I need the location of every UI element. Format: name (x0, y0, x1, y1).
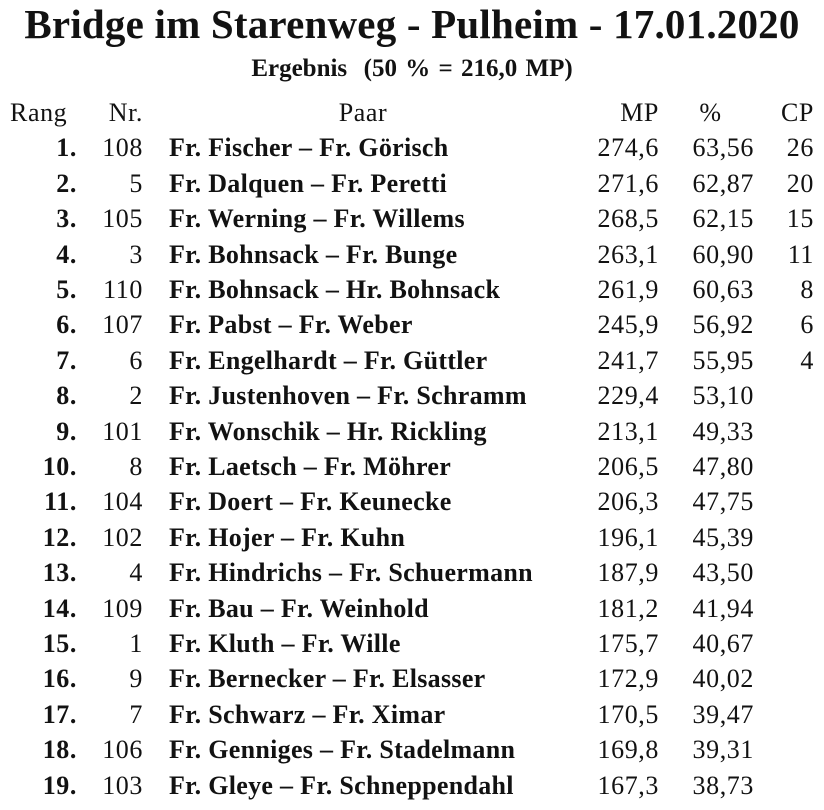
pair-number-cell: 4 (129, 558, 143, 588)
mp-cell: 170,5 (597, 699, 659, 729)
page-title: Bridge im Starenweg - Pulheim - 17.01.2020 (24, 1, 800, 47)
mp-cell: 196,1 (597, 522, 659, 552)
rank-cell: 11. (44, 487, 77, 517)
rank-cell: 6. (56, 310, 77, 340)
mp-cell: 175,7 (597, 629, 659, 658)
table-row (2, 201, 822, 236)
table-row (2, 272, 822, 307)
table-row (2, 626, 822, 661)
pair-names-cell: Fr. Justenhoven – Fr. Schramm (169, 381, 527, 411)
cp-cell (760, 555, 822, 590)
pair-names-cell: Fr. Hindrichs – Fr. Schuermann (169, 558, 533, 588)
percent-cell: 43,50 (692, 558, 754, 588)
mp-cell: 172,9 (597, 664, 659, 694)
cp-cell: 26 (786, 133, 814, 163)
table-row (2, 484, 822, 519)
rank-cell: 8. (56, 381, 77, 411)
rank-cell: 13. (42, 558, 77, 588)
cp-cell (760, 661, 822, 696)
col-header-cp: CP (780, 97, 814, 127)
mp-cell: 167,3 (597, 770, 659, 800)
table-row (2, 697, 822, 732)
table-header-row (2, 95, 822, 130)
table-row (2, 591, 822, 626)
percent-cell: 47,75 (692, 487, 754, 517)
pair-names-cell: Fr. Genniges – Fr. Stadelmann (169, 735, 516, 765)
cp-cell (760, 768, 822, 803)
pair-names-cell: Fr. Bau – Fr. Weinhold (169, 593, 429, 623)
cp-cell (760, 484, 822, 519)
rank-cell: 4. (56, 239, 77, 269)
table-row (2, 414, 822, 449)
percent-cell: 40,02 (692, 664, 754, 694)
cp-cell: 11 (787, 239, 814, 269)
cp-cell: 4 (800, 345, 814, 375)
percent-cell: 41,94 (692, 593, 754, 623)
pair-names-cell: Fr. Schwarz – Fr. Ximar (169, 699, 446, 729)
pair-number-cell: 103 (102, 770, 143, 800)
mp-cell: 241,7 (597, 345, 659, 375)
pair-number-cell: 2 (129, 381, 143, 411)
pair-names-cell: Fr. Engelhardt – Fr. Güttler (169, 345, 488, 375)
cp-cell (760, 520, 822, 555)
pair-number-cell: 104 (102, 487, 143, 517)
pair-names-cell: Fr. Bohnsack – Fr. Bunge (169, 239, 458, 269)
cp-cell (760, 626, 822, 661)
pair-number-cell: 101 (102, 416, 143, 446)
percent-cell: 39,47 (692, 699, 754, 729)
percent-cell: 45,39 (692, 522, 754, 552)
pair-names-cell: Fr. Bohnsack – Hr. Bohnsack (169, 274, 501, 304)
pair-number-cell: 7 (129, 699, 143, 729)
rank-cell: 3. (56, 204, 77, 234)
percent-cell: 60,63 (692, 274, 754, 304)
pair-names-cell: Fr. Werning – Fr. Willems (169, 204, 465, 234)
table-row (2, 343, 822, 378)
table-row (2, 520, 822, 555)
table-row (2, 732, 822, 767)
pair-number-cell: 105 (102, 204, 143, 234)
percent-cell: 47,80 (692, 451, 754, 481)
pair-number-cell: 108 (102, 133, 143, 163)
pair-number-cell: 6 (129, 345, 143, 375)
col-header-nr: Nr. (108, 97, 143, 127)
col-header-rang: Rang (10, 97, 68, 127)
cp-cell (760, 378, 822, 413)
rank-cell: 18. (42, 735, 77, 765)
results-table-body (2, 130, 822, 803)
pair-names-cell: Fr. Bernecker – Fr. Elsasser (169, 664, 486, 694)
pair-names-cell: Fr. Laetsch – Fr. Möhrer (169, 451, 452, 481)
mp-cell: 263,1 (597, 239, 659, 269)
percent-cell: 53,10 (692, 381, 754, 411)
percent-cell: 38,73 (692, 770, 754, 800)
pair-names-cell: Fr. Wonschik – Hr. Rickling (169, 416, 487, 446)
pair-number-cell: 106 (102, 735, 143, 765)
table-row (2, 307, 822, 342)
rank-cell: 15. (42, 629, 77, 658)
mp-cell: 169,8 (597, 735, 659, 765)
cp-cell: 8 (800, 274, 814, 304)
cp-cell: 6 (800, 310, 814, 340)
pair-names-cell: Fr. Dalquen – Fr. Peretti (169, 168, 448, 198)
pair-names-cell: Fr. Doert – Fr. Keunecke (169, 487, 452, 517)
table-row (2, 661, 822, 696)
cp-cell (760, 732, 822, 767)
mp-cell: 271,6 (597, 168, 659, 198)
rank-cell: 19. (42, 770, 77, 800)
table-row (2, 378, 822, 413)
pair-number-cell: 1 (129, 629, 143, 658)
percent-cell: 56,92 (692, 310, 754, 340)
table-row (2, 768, 822, 803)
pair-names-cell: Fr. Hojer – Fr. Kuhn (169, 522, 406, 552)
mp-cell: 274,6 (597, 133, 659, 163)
pair-number-cell: 8 (129, 451, 143, 481)
table-row (2, 130, 822, 165)
percent-cell: 49,33 (692, 416, 754, 446)
pair-number-cell: 107 (102, 310, 143, 340)
cp-cell (760, 414, 822, 449)
pair-names-cell: Fr. Fischer – Fr. Görisch (169, 133, 449, 163)
col-header-percent: % (699, 97, 722, 127)
rank-cell: 5. (56, 274, 77, 304)
rank-cell: 7. (56, 345, 77, 375)
percent-cell: 62,87 (692, 168, 754, 198)
cp-cell: 15 (786, 204, 814, 234)
mp-cell: 206,3 (597, 487, 659, 517)
pair-names-cell: Fr. Pabst – Fr. Weber (169, 310, 413, 340)
table-row (2, 166, 822, 201)
cp-cell (760, 449, 822, 484)
rank-cell: 1. (56, 133, 77, 163)
pair-names-cell: Fr. Kluth – Fr. Wille (169, 629, 401, 658)
mp-cell: 181,2 (597, 593, 659, 623)
pair-names-cell: Fr. Gleye – Fr. Schneppendahl (169, 770, 514, 800)
col-header-paar: Paar (338, 97, 388, 127)
mp-cell: 268,5 (597, 204, 659, 234)
pair-number-cell: 102 (102, 522, 143, 552)
page-subtitle: Ergebnis (50 % = 216,0 MP) (251, 54, 573, 82)
pair-number-cell: 3 (129, 239, 143, 269)
mp-cell: 261,9 (597, 274, 659, 304)
percent-cell: 62,15 (692, 204, 754, 234)
rank-cell: 16. (42, 664, 77, 694)
rank-cell: 12. (42, 522, 77, 552)
rank-cell: 17. (42, 699, 77, 729)
table-row (2, 555, 822, 590)
percent-cell: 63,56 (692, 133, 754, 163)
pair-number-cell: 110 (103, 274, 143, 304)
mp-cell: 206,5 (597, 451, 659, 481)
mp-cell: 187,9 (597, 558, 659, 588)
table-row (2, 237, 822, 272)
mp-cell: 245,9 (597, 310, 659, 340)
table-row (2, 449, 822, 484)
percent-cell: 39,31 (692, 735, 754, 765)
percent-cell: 40,67 (692, 629, 754, 658)
mp-cell: 213,1 (597, 416, 659, 446)
percent-cell: 60,90 (692, 239, 754, 269)
rank-cell: 9. (56, 416, 77, 446)
rank-cell: 10. (42, 451, 77, 481)
mp-cell: 229,4 (597, 381, 659, 411)
pair-number-cell: 9 (129, 664, 143, 694)
pair-number-cell: 5 (129, 168, 143, 198)
rank-cell: 2. (56, 168, 77, 198)
cp-cell: 20 (786, 168, 814, 198)
pair-number-cell: 109 (102, 593, 143, 623)
cp-cell (760, 697, 822, 732)
results-table (2, 95, 822, 803)
cp-cell (760, 591, 822, 626)
percent-cell: 55,95 (692, 345, 754, 375)
rank-cell: 14. (42, 593, 77, 623)
col-header-mp: MP (620, 97, 659, 127)
